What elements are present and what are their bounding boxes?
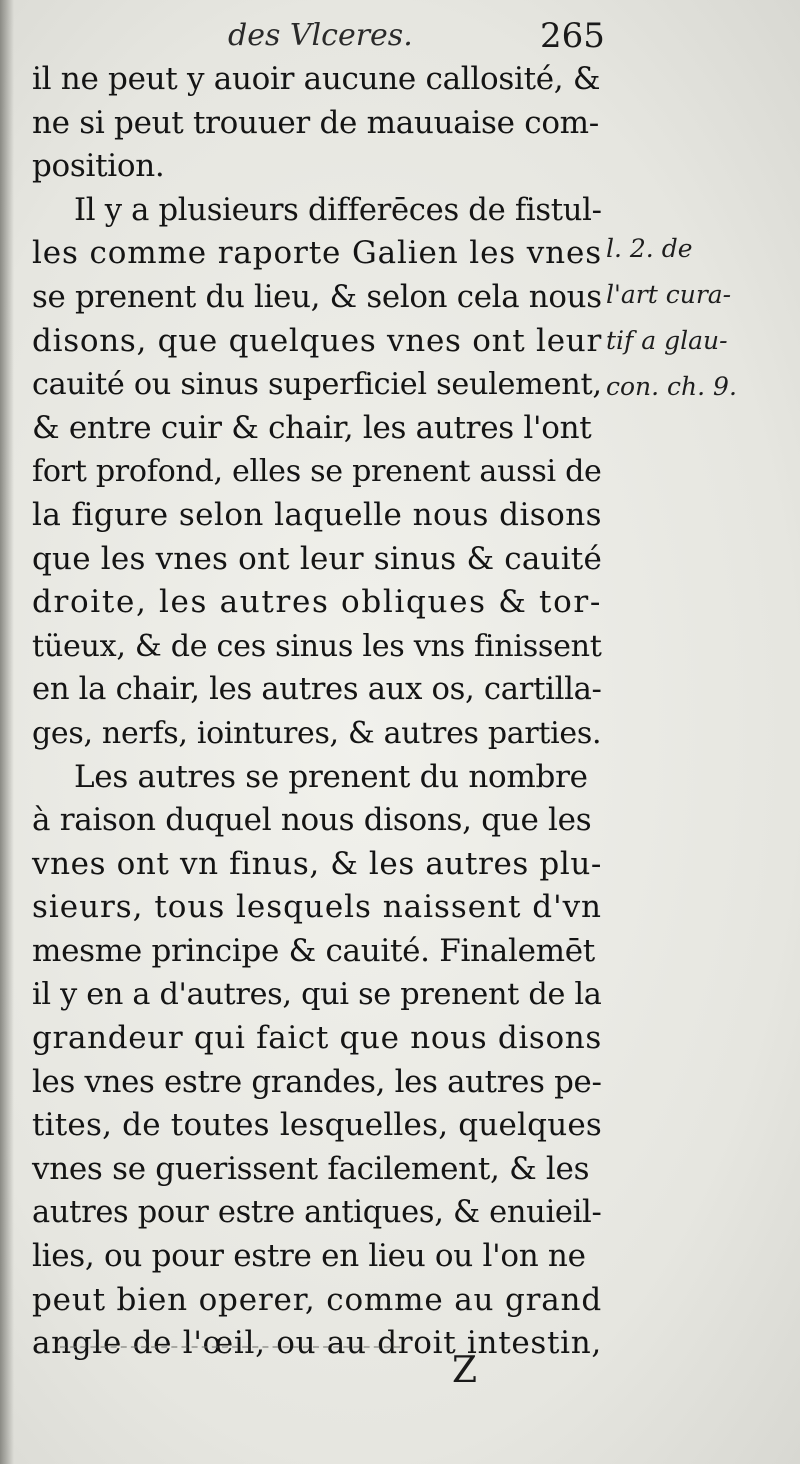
text-line: tüeux, & de ces sinus les vns finissent bbox=[32, 628, 602, 664]
marginal-note-line: l'art cura- bbox=[606, 280, 732, 309]
text-line: autres pour estre antiques, & enuieil- bbox=[32, 1195, 602, 1231]
text-line: grandeur qui faict que nous disons bbox=[32, 1020, 602, 1057]
signature-mark: Z bbox=[452, 1350, 478, 1391]
text-line: disons, que quelques vnes ont leur bbox=[32, 322, 602, 359]
text-line: ges, nerfs, iointures, & autres parties. bbox=[32, 715, 602, 751]
marginal-note-line: tif a glau- bbox=[606, 326, 728, 355]
text-line: il y en a d'autres, qui se prenent de la bbox=[32, 977, 602, 1013]
marginal-note-line: l. 2. de bbox=[606, 234, 693, 263]
page-header bbox=[0, 14, 800, 58]
paragraph-start-line: Les autres se prenent du nombre bbox=[74, 758, 588, 795]
text-line: tites, de toutes lesquelles, quelques bbox=[32, 1107, 602, 1144]
text-line: angle de l'œil, ou au droit intestin, bbox=[32, 1325, 602, 1362]
paragraph-start-line: Il y a plusieurs differēces de fistul- bbox=[74, 192, 602, 228]
text-line: il ne peut y auoir aucune callosité, & bbox=[32, 61, 601, 97]
text-line: à raison duquel nous disons, que les bbox=[32, 802, 592, 839]
text-line: les vnes estre grandes, les autres pe- bbox=[32, 1063, 602, 1100]
text-line: vnes ont vn finus, & les autres plu- bbox=[32, 845, 602, 882]
text-line: que les vnes ont leur sinus & cauité bbox=[32, 540, 602, 577]
text-line: vnes se guerissent facilement, & les bbox=[32, 1150, 590, 1187]
page-number: 265 bbox=[540, 16, 605, 56]
text-line: mesme principe & cauité. Finalemēt bbox=[32, 932, 595, 969]
text-line: fort profond, elles se prenent aussi de bbox=[32, 454, 602, 490]
text-line: se prenent du lieu, & selon cela nous bbox=[32, 278, 602, 315]
text-line: sieurs, tous lesquels naissent d'vn bbox=[32, 889, 602, 926]
text-line: la figure selon laquelle nous disons bbox=[32, 496, 602, 533]
text-line: & entre cuir & chair, les autres l'ont bbox=[32, 409, 592, 446]
text-line: droite, les autres obliques & tor- bbox=[32, 584, 602, 621]
text-line: peut bien operer, comme au grand bbox=[32, 1281, 602, 1318]
bottom-rule bbox=[60, 1346, 400, 1348]
text-line: lies, ou pour estre en lieu ou l'on ne bbox=[32, 1238, 586, 1275]
marginal-note bbox=[606, 226, 796, 410]
text-line: cauité ou sinus superficiel seulement, bbox=[32, 367, 602, 403]
text-line: les comme raporte Galien les vnes bbox=[32, 235, 602, 272]
text-line: en la chair, les autres aux os, cartilla- bbox=[32, 672, 602, 708]
text-line: ne si peut trouuer de mauuaise com- bbox=[32, 104, 599, 141]
running-title: des Vlceres. bbox=[228, 18, 413, 53]
text-line: position. bbox=[32, 148, 165, 185]
body-text bbox=[32, 58, 602, 1366]
marginal-note-line: con. ch. 9. bbox=[606, 372, 737, 401]
